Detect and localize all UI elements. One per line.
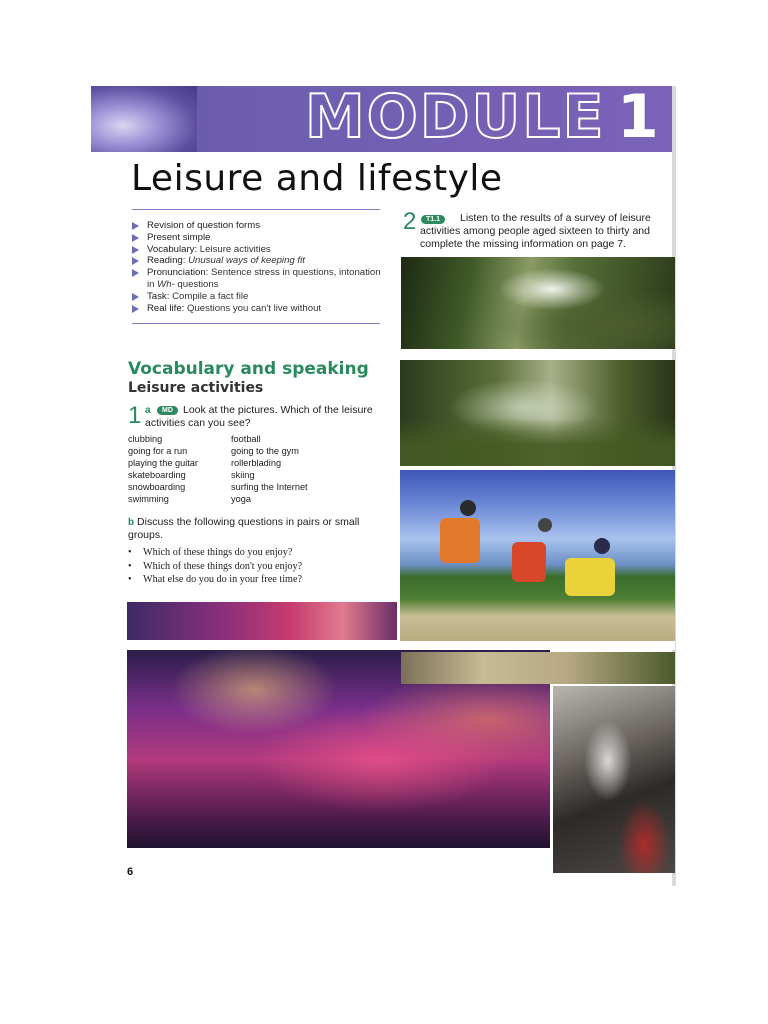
rollerbladers-figures — [400, 470, 675, 642]
objective-text: Sentence stress in questions, intonation in — [147, 267, 381, 290]
photo-running-legs — [400, 360, 675, 466]
objective-text-italic: Wh- — [157, 278, 175, 290]
audio-track-badge: T1.1 — [421, 215, 445, 224]
word-item: rollerblading — [231, 458, 282, 468]
page-gap — [91, 641, 675, 650]
page-title: Leisure and lifestyle — [131, 158, 503, 199]
bullet-item: • Which of these things don't you enjoy? — [128, 560, 302, 574]
photo-club-strip — [127, 602, 397, 640]
objectives-bottom-rule — [132, 323, 380, 324]
objective-text-italic: Unusual ways of keeping fit — [188, 255, 305, 267]
objective-text: Questions you can't live without — [184, 302, 322, 314]
module-number: 1 — [617, 82, 659, 152]
objective-item — [132, 244, 382, 256]
module-word: MODULE — [305, 82, 606, 152]
objective-item — [132, 303, 382, 315]
word-item: clubbing — [128, 434, 163, 444]
objective-item — [132, 232, 382, 244]
objective-label: Reading: — [147, 255, 186, 267]
discussion-bullets — [128, 546, 302, 587]
bullet-item: • What else do you do in your free time? — [128, 573, 302, 587]
word-item: going to the gym — [231, 446, 299, 456]
objective-text: Compile a fact file — [169, 290, 249, 302]
audio-label-badge: MD — [157, 406, 178, 415]
objective-label: Revision of question forms — [147, 220, 261, 231]
objective-item — [132, 267, 382, 291]
objective-label: Present simple — [147, 231, 211, 243]
triangle-bullet-icon — [132, 305, 139, 313]
photo-rollerblade-strip — [401, 652, 675, 684]
objective-item — [132, 220, 382, 232]
exercise-letter: b — [128, 517, 135, 528]
word-item: going for a run — [128, 446, 188, 456]
objectives-list — [132, 220, 382, 314]
word-list-left — [128, 433, 228, 505]
triangle-bullet-icon — [132, 222, 139, 230]
triangle-bullet-icon — [132, 293, 139, 301]
word-item: skiing — [231, 470, 255, 480]
exercise-1a-text: Look at the pictures. Which of the leisure activities can you see? — [145, 404, 373, 429]
photo-runner — [401, 257, 675, 349]
objective-label: Task: — [147, 290, 170, 302]
exercise-2-text: Listen to the results of a survey of leisure activities among people aged sixteen to thirty and complete the missing information on page 7. — [420, 212, 651, 250]
exercise-number: 2 — [403, 208, 417, 235]
triangle-bullet-icon — [132, 234, 139, 242]
photo-rollerbladers — [400, 470, 675, 642]
word-item: skateboarding — [128, 470, 186, 480]
objective-label: Real life: — [147, 302, 185, 314]
triangle-bullet-icon — [132, 269, 139, 277]
word-item: football — [231, 434, 261, 444]
triangle-bullet-icon — [132, 246, 139, 254]
word-item: yoga — [231, 494, 251, 504]
exercise-1b — [128, 516, 373, 542]
section-title: Vocabulary and speaking — [128, 359, 369, 379]
word-item: playing the guitar — [128, 458, 198, 468]
photo-computer-user — [553, 686, 675, 873]
objectives-top-rule — [132, 209, 380, 210]
page-number: 6 — [127, 866, 134, 878]
word-item: swimming — [128, 494, 169, 504]
objective-text: Leisure activities — [197, 243, 271, 255]
word-item: snowboarding — [128, 482, 186, 492]
bullet-item: • Which of these things do you enjoy? — [128, 546, 302, 560]
exercise-number: 1 — [128, 402, 142, 429]
word-item: surfing the Internet — [231, 482, 308, 492]
triangle-bullet-icon — [132, 257, 139, 265]
objective-label: Pronunciation: — [147, 267, 209, 279]
objective-label: Vocabulary: — [147, 243, 198, 255]
section-subtitle: Leisure activities — [128, 380, 264, 396]
objective-text: questions — [174, 278, 219, 290]
exercise-1b-text: Discuss the following questions in pairs or small groups. — [128, 516, 360, 541]
exercise-letter: a — [145, 405, 151, 416]
objective-item — [132, 291, 382, 303]
word-list-right — [231, 433, 371, 505]
wave-image — [91, 86, 197, 152]
objective-item — [132, 255, 382, 267]
